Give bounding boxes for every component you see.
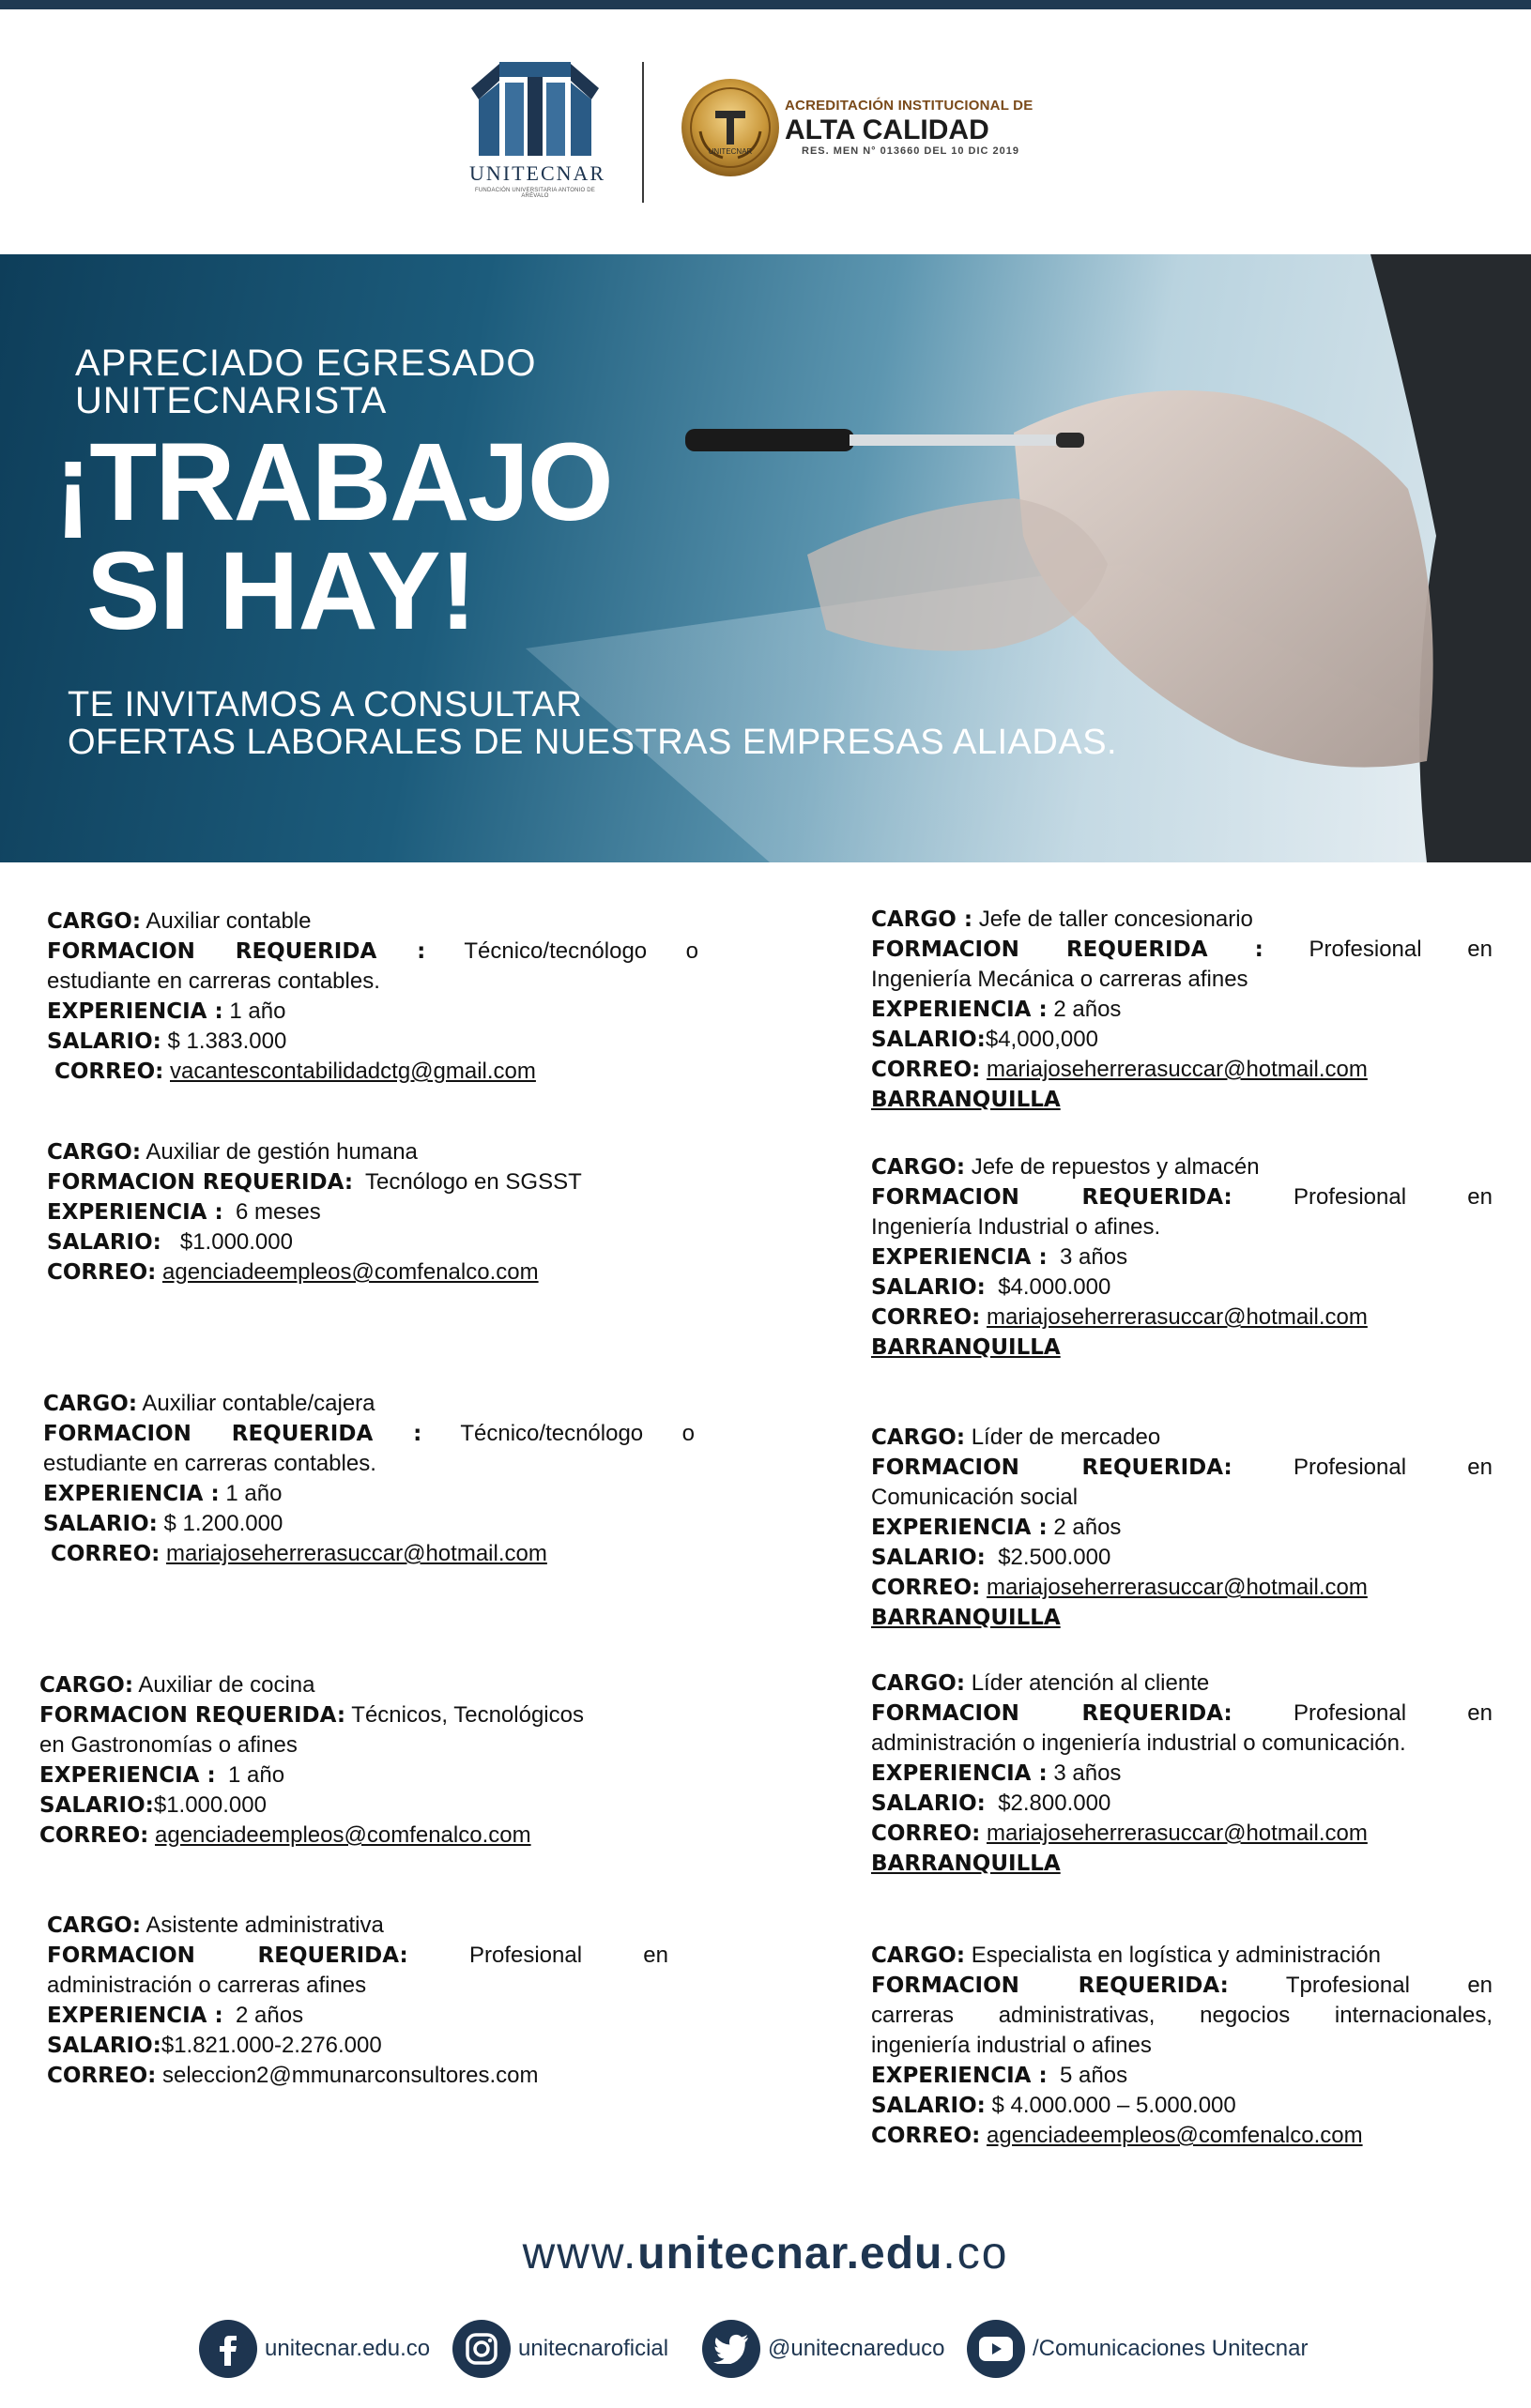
formacion-label: FORMACION REQUERIDA [871, 937, 1208, 962]
salario-label: SALARIO: [871, 2094, 986, 2118]
job-card-gestion-humana: CARGO: Auxiliar de gestión humana FORMACION REQUERIDA: Tecnólogo en SGSST EXPERIENCIA : 6 meses SALARIO: $1.000.000 CORREO: agenciadeempleos@comfenalco.com [47, 1139, 582, 1285]
correo-label: CORREO: [51, 1542, 161, 1566]
experiencia-label: EXPERIENCIA : [871, 2064, 1048, 2088]
job-card-auxiliar-cocina: CARGO: Auxiliar de cocina FORMACION REQUERIDA: Técnicos, Tecnológicos en Gastronomías o afines EXPERIENCIA : 1 año SALARIO:$1.000.000 CORREO: agenciadeempleos@comfenalco.com [39, 1670, 661, 1851]
salario-value: $4.000.000 [998, 1274, 1111, 1300]
city-label: BARRANQUILLA [871, 1088, 1061, 1112]
greeting [75, 344, 536, 419]
social-facebook[interactable] [199, 2319, 430, 2379]
correo-label: CORREO: [871, 1821, 981, 1846]
correo-label: CORREO: [39, 1823, 149, 1848]
invite-line-2: OFERTAS LABORALES DE NUESTRAS EMPRESAS ALIADAS. [68, 723, 1118, 762]
accreditation-text [785, 98, 1066, 157]
salario-label: SALARIO: [39, 1793, 154, 1818]
formacion-label: FORMACION REQUERIDA [871, 1974, 1220, 1998]
formacion-value-cont: administración o ingeniería industrial o comunicación. [871, 1730, 1406, 1756]
cargo-value: Jefe de repuestos y almacén [971, 1154, 1260, 1180]
salario-value: $1.000.000 [153, 1792, 267, 1818]
cargo-label: CARGO: [871, 1155, 966, 1180]
website-link[interactable] [0, 2228, 1531, 2279]
greeting-line-2: UNITECNARISTA [75, 380, 388, 421]
formacion-value-cont: estudiante en carreras contables. [43, 1451, 376, 1476]
cargo-value: Auxiliar de gestión humana [145, 1139, 418, 1165]
invite-line-1: TE INVITAMOS A CONSULTAR [68, 685, 583, 724]
instagram-icon [452, 2320, 511, 2378]
email-link[interactable]: mariajoseherrerasuccar@hotmail.com [987, 1821, 1368, 1846]
youtube-icon [967, 2320, 1025, 2378]
experiencia-label: EXPERIENCIA : [47, 1200, 223, 1225]
experiencia-label: EXPERIENCIA : [871, 1245, 1048, 1270]
accreditation-line-2: ALTA CALIDAD [785, 114, 989, 145]
cargo-label: CARGO: [39, 1673, 134, 1698]
formacion-value: Profesional en [1309, 937, 1493, 962]
formacion-label: FORMACION REQUERIDA [43, 1422, 374, 1446]
salario-value: $ 1.200.000 [163, 1511, 283, 1536]
formacion-value-cont: en Gastronomías o afines [39, 1732, 298, 1758]
cargo-label: CARGO: [47, 1140, 142, 1165]
formacion-label: FORMACION REQUERIDA [39, 1703, 337, 1728]
city-label: BARRANQUILLA [871, 1606, 1061, 1630]
email-link[interactable]: mariajoseherrerasuccar@hotmail.com [987, 1057, 1368, 1082]
experiencia-value: 2 años [1053, 1515, 1122, 1540]
experiencia-label: EXPERIENCIA : [871, 1516, 1048, 1540]
formacion-label: FORMACION REQUERIDA [47, 1943, 400, 1968]
job-card-asistente-administrativa: CARGO: Asistente administrativa FORMACION REQUERIDA: Profesional en administración o carreras afines EXPERIENCIA : 2 años SALARIO:$1.821.000-2.276.000 CORREO: seleccion2@mmunarconsultores.com [47, 1913, 668, 2088]
cargo-label: CARGO : [871, 907, 973, 932]
formacion-value: Técnico/tecnólogo o [460, 1421, 695, 1446]
formacion-label: FORMACION REQUERIDA [871, 1455, 1224, 1480]
formacion-label: FORMACION REQUERIDA [47, 1170, 344, 1195]
cargo-value: Auxiliar contable/cajera [142, 1391, 375, 1416]
email-link[interactable]: agenciadeempleos@comfenalco.com [155, 1822, 531, 1848]
salario-label: SALARIO: [871, 1546, 986, 1570]
logo-subtitle: FUNDACIÓN UNIVERSITARIA ANTONIO DE ARÉVALO [475, 188, 595, 199]
correo-label: CORREO: [871, 1305, 981, 1330]
salario-label: SALARIO: [871, 1791, 986, 1816]
headline-line-2: SI HAY! [86, 529, 476, 653]
social-instagram[interactable] [452, 2319, 668, 2379]
salario-value: $1.000.000 [179, 1229, 293, 1255]
job-card-lider-mercadeo: CARGO: Líder de mercadeo FORMACION REQUERIDA: Profesional en Comunicación social EXPERIENCIA : 2 años SALARIO: $2.500.000 CORREO: mariajoseherrerasuccar@hotmail.com BARRANQUILLA [871, 1425, 1493, 1630]
salario-value: $4,000,000 [985, 1027, 1098, 1052]
facebook-icon [199, 2320, 257, 2378]
email-link[interactable]: mariajoseherrerasuccar@hotmail.com [987, 1304, 1368, 1330]
correo-label: CORREO: [871, 1576, 981, 1600]
job-card-jefe-repuestos: CARGO: Jefe de repuestos y almacén FORMACION REQUERIDA: Profesional en Ingeniería Industrial o afines. EXPERIENCIA : 3 años SALARIO: $4.000.000 CORREO: mariajoseherrerasuccar@hotmail.com BARRANQUILLA [871, 1154, 1493, 1360]
email-link[interactable]: mariajoseherrerasuccar@hotmail.com [166, 1541, 547, 1566]
accreditation-line-3: RES. MEN N° 013660 DEL 10 DIC 2019 [802, 145, 1020, 157]
formacion-value: Profesional en [1293, 1455, 1493, 1480]
salario-value: $ 1.383.000 [167, 1029, 287, 1054]
formacion-value: Tprofesional en [1285, 1973, 1493, 1998]
formacion-label: FORMACION REQUERIDA [47, 939, 377, 964]
formacion-value-cont: administración o carreras afines [47, 1973, 367, 1998]
salario-value: $ 4.000.000 – 5.000.000 [991, 2093, 1236, 2118]
city-label: BARRANQUILLA [871, 1852, 1061, 1876]
web-prefix: www. [522, 2229, 638, 2278]
twitter-handle: @unitecnareduco [768, 2336, 945, 2361]
correo-label: CORREO: [47, 1260, 157, 1285]
correo-label: CORREO: [871, 2124, 981, 2148]
facebook-handle: unitecnar.edu.co [265, 2336, 431, 2361]
cargo-value: Líder de mercadeo [971, 1425, 1161, 1450]
unitecnar-logo-icon [471, 62, 599, 156]
salario-value: $2.800.000 [998, 1791, 1111, 1816]
cargo-value: Líder atención al cliente [971, 1670, 1210, 1696]
cargo-label: CARGO: [871, 1425, 966, 1450]
experiencia-label: EXPERIENCIA : [47, 2004, 223, 2028]
formacion-label: FORMACION REQUERIDA [871, 1185, 1224, 1210]
cargo-label: CARGO: [871, 1671, 966, 1696]
job-card-especialista-logistica: CARGO: Especialista en logística y administración FORMACION REQUERIDA: Tprofesional en carreras administrativas, negocios internacionales, ingeniería industrial o afines EXPERIENCIA : 5 años SALARIO: $ 4.000.000 – 5.000.000 CORREO: agenciadeempleos@comfenalco.com [871, 1943, 1493, 2148]
experiencia-value: 5 años [1060, 2063, 1128, 2088]
formacion-value: Tecnólogo en SGSST [364, 1169, 582, 1195]
greeting-line-1: APRECIADO EGRESADO [75, 343, 537, 384]
formacion-value-cont: Comunicación social [871, 1485, 1079, 1510]
cargo-label: CARGO: [47, 909, 142, 934]
salario-value: $2.500.000 [998, 1545, 1111, 1570]
formacion-value: Técnicos, Tecnológicos [351, 1702, 584, 1728]
experiencia-label: EXPERIENCIA : [871, 998, 1048, 1022]
job-card-jefe-taller: CARGO : Jefe de taller concesionario FORMACION REQUERIDA : Profesional en Ingeniería Mecánica o carreras afines EXPERIENCIA : 2 años SALARIO:$4,000,000 CORREO: mariajoseherrerasuccar@hotmail.com BARRANQUILLA [871, 907, 1493, 1112]
experiencia-label: EXPERIENCIA : [47, 999, 223, 1024]
formacion-value: Técnico/tecnólogo o [464, 938, 698, 964]
email-link[interactable]: mariajoseherrerasuccar@hotmail.com [987, 1575, 1368, 1600]
social-youtube[interactable] [967, 2319, 1308, 2379]
logo-name: UNITECNAR [469, 161, 606, 185]
email-link[interactable]: agenciadeempleos@comfenalco.com [162, 1259, 539, 1285]
salario-label: SALARIO: [871, 1028, 986, 1052]
unitecnar-logo [469, 62, 606, 203]
experiencia-value: 6 meses [236, 1199, 321, 1225]
web-suffix: .co [942, 2229, 1009, 2278]
cargo-value: Jefe de taller concesionario [978, 907, 1253, 932]
cargo-value: Especialista en logística y administración [971, 1943, 1381, 1968]
salario-label: SALARIO: [47, 1230, 161, 1255]
formacion-value: Profesional en [468, 1943, 668, 1968]
social-twitter[interactable] [702, 2319, 944, 2379]
salario-label: SALARIO: [47, 1029, 161, 1054]
cargo-value: Auxiliar contable [145, 908, 312, 934]
experiencia-value: 3 años [1060, 1244, 1128, 1270]
headline-line-1: ¡TRABAJO [54, 420, 612, 544]
salario-label: SALARIO: [47, 2034, 161, 2058]
top-bar [0, 0, 1531, 9]
formacion-value-cont: Ingeniería Industrial o afines. [871, 1214, 1161, 1240]
email-link[interactable]: agenciadeempleos@comfenalco.com [987, 2123, 1363, 2148]
email-link[interactable]: vacantescontabilidadctg@gmail.com [170, 1059, 536, 1084]
seal-text: UNITECNAR [708, 147, 753, 156]
invite-text [68, 686, 1117, 761]
experiencia-value: 1 año [228, 1762, 285, 1788]
experiencia-value: 2 años [236, 2003, 304, 2028]
web-domain: unitecnar.edu [637, 2229, 943, 2278]
hero-banner [0, 254, 1531, 862]
formacion-value-cont: Ingeniería Mecánica o carreras afines [871, 967, 1248, 992]
salario-label: SALARIO: [871, 1275, 986, 1300]
job-card-contable-cajera: CARGO: Auxiliar contable/cajera FORMACION REQUERIDA : Técnico/tecnólogo o estudiante en carreras contables. EXPERIENCIA : 1 año SALARIO: $ 1.200.000 CORREO: mariajoseherrerasuccar@hotmail.com [43, 1391, 695, 1566]
cargo-label: CARGO: [871, 1943, 966, 1968]
correo-label: CORREO: [47, 2064, 157, 2088]
salario-value: $1.821.000-2.276.000 [161, 2033, 382, 2058]
experiencia-label: EXPERIENCIA : [43, 1482, 220, 1506]
accreditation-line-1: ACREDITACIÓN INSTITUCIONAL DE [785, 98, 1033, 114]
experiencia-label: EXPERIENCIA : [871, 1761, 1048, 1786]
formacion-value-cont: carreras administrativas, negocios internacionales, [871, 2003, 1493, 2028]
twitter-icon [702, 2320, 760, 2378]
cargo-label: CARGO: [47, 1913, 142, 1938]
email-value: seleccion2@mmunarconsultores.com [162, 2063, 539, 2088]
formacion-value-cont: estudiante en carreras contables. [47, 968, 380, 994]
cargo-value: Asistente administrativa [145, 1913, 384, 1938]
experiencia-value: 1 año [225, 1481, 283, 1506]
correo-label: CORREO: [871, 1058, 981, 1082]
job-card-lider-atencion: CARGO: Líder atención al cliente FORMACION REQUERIDA: Profesional en administración o ingeniería industrial o comunicación. EXPERIENCIA : 3 años SALARIO: $2.800.000 CORREO: mariajoseherrerasuccar@hotmail.com BARRANQUILLA [871, 1670, 1493, 1876]
job-card-auxiliar-contable: CARGO: Auxiliar contable FORMACION REQUERIDA : Técnico/tecnólogo o estudiante en carreras contables. EXPERIENCIA : 1 año SALARIO: $ 1.383.000 CORREO: vacantescontabilidadctg@gmail.com [47, 908, 698, 1084]
youtube-handle: /Comunicaciones Unitecnar [1033, 2336, 1309, 2361]
experiencia-value: 3 años [1053, 1760, 1122, 1786]
correo-label: CORREO: [54, 1059, 164, 1084]
experiencia-label: EXPERIENCIA : [39, 1763, 216, 1788]
salario-label: SALARIO: [43, 1512, 158, 1536]
accreditation-seal-icon [680, 77, 781, 178]
city-label: BARRANQUILLA [871, 1335, 1061, 1360]
header-divider [642, 62, 644, 203]
instagram-handle: unitecnaroficial [518, 2336, 669, 2361]
formacion-value: Profesional en [1293, 1184, 1493, 1210]
experiencia-value: 1 año [229, 998, 286, 1024]
formacion-label: FORMACION REQUERIDA [871, 1701, 1224, 1726]
cargo-value: Auxiliar de cocina [138, 1672, 315, 1698]
cargo-label: CARGO: [43, 1392, 138, 1416]
experiencia-value: 2 años [1053, 997, 1122, 1022]
formacion-value-cont-2: ingeniería industrial o afines [871, 2033, 1152, 2058]
formacion-value: Profesional en [1293, 1700, 1493, 1726]
